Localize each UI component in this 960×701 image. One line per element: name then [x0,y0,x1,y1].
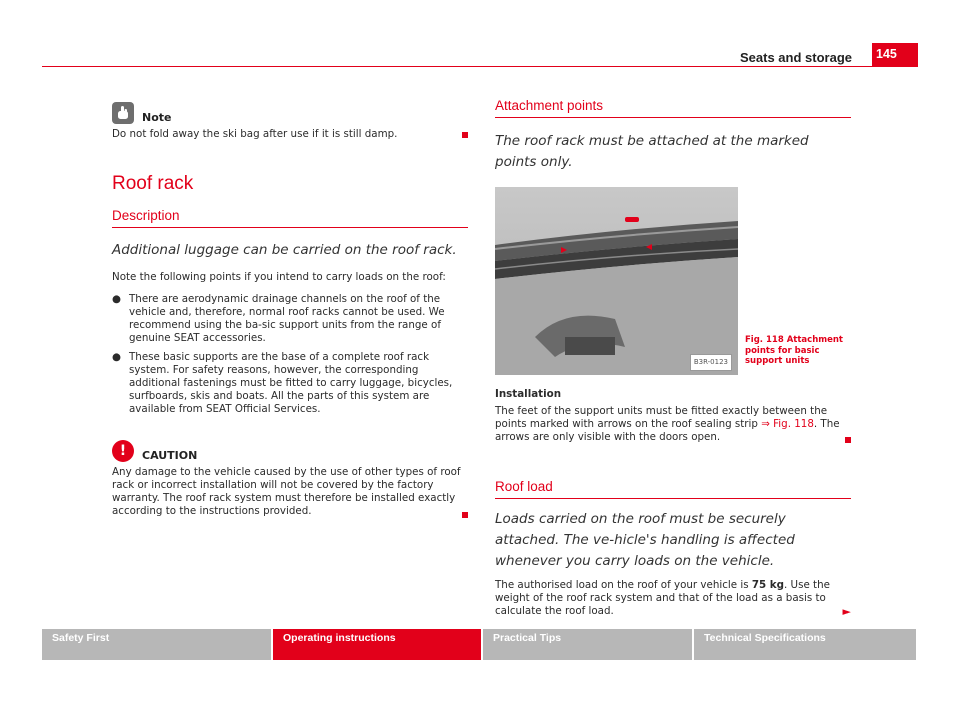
footer-nav [42,629,918,660]
hand-pointing-icon [112,102,134,124]
exclamation-icon: ! [112,440,134,462]
subsection-title: Description [112,208,180,223]
roof-load-text-part: . Use the weight of the roof rack system and that of the load as a basis to calculate the roof load. [495,579,830,617]
attachment-lead: The roof rack must be attached at the marked points only. [495,133,809,170]
roof-load-text-part: The authorised load on the roof of your vehicle is [495,579,752,591]
running-header: Seats and storage [740,50,852,65]
caution-label: CAUTION [142,449,198,462]
attachment-title: Attachment points [495,98,604,113]
section-title: Roof rack [112,173,194,194]
installation-heading: Installation [495,388,562,400]
roof-rack-figure [495,187,738,375]
list-item-text: These basic supports are the base of a complete roof rack system. For safety reasons, however, the corresponding additional fastenings must be fitted to carry luggage, bicycles, surfboards, skis and boats. All the parts of this system are available from SEAT Official Services. [129,351,453,415]
end-of-section-mark [845,437,851,443]
note-header [112,100,468,124]
header-rule [42,66,918,67]
list-item [112,351,468,416]
continue-arrow-icon: ► [842,605,851,618]
bullet-icon: ● [112,351,121,363]
list-item [112,293,468,345]
attachment-rule [495,117,851,118]
figure-caption [745,335,855,367]
subsection-rule [112,227,468,228]
roof-load-rule [495,498,851,499]
installation-text-part: The feet of the support units must be fitted exactly between the points marked with arrows on the roof sealing strip [495,405,828,430]
roof-photo-illustration [495,187,738,375]
installation-text-part: . The arrows are only visible with the doors open. [495,418,840,443]
tab-operating-instructions[interactable]: Operating instructions [273,629,481,660]
note-label: Note [142,111,172,124]
subsection-lead: Additional luggage can be carried on the roof rack. [112,242,457,258]
intro-text: Note the following points if you intend to carry loads on the roof: [112,271,446,283]
page-number: 145 [872,43,918,66]
figure-reference-link[interactable]: ⇒ Fig. 118 [761,418,814,430]
caution-header [112,438,468,462]
tab-practical-tips[interactable]: Practical Tips [483,629,692,660]
roof-load-title: Roof load [495,479,553,494]
tab-technical-specifications[interactable]: Technical Specifications [694,629,916,660]
left-column [112,100,468,518]
note-text: Do not fold away the ski bag after use if it is still damp. [112,128,398,140]
roof-load-lead: Loads carried on the roof must be securely attached. The ve-hicle's handling is affected whenever you carry loads on the vehicle. [495,511,795,569]
right-column [495,99,851,618]
roof-load-text [495,579,851,618]
figure-caption-label: Fig. 118 [745,335,784,345]
roof-load-weight: 75 kg [751,579,784,591]
end-of-section-mark [462,132,468,138]
bullet-icon: ● [112,293,121,305]
installation-text [495,405,851,444]
end-of-section-mark [462,512,468,518]
figure-caption-text: Attachment points for basic support units [745,335,843,366]
tab-safety-first[interactable]: Safety First [42,629,271,660]
list-item-text: There are aerodynamic drainage channels on the roof of the vehicle and, therefore, normal roof racks cannot be used. We recommend using the ba-sic support units from the range of genuine SEAT accessories. [129,293,445,344]
figure-code: B3R-0123 [690,354,732,371]
caution-text: Any damage to the vehicle caused by the use of other types of roof rack or incorrect installation will not be covered by the factory warranty. The roof rack system must therefore be installed exactly according to the instructions provided. [112,466,461,517]
